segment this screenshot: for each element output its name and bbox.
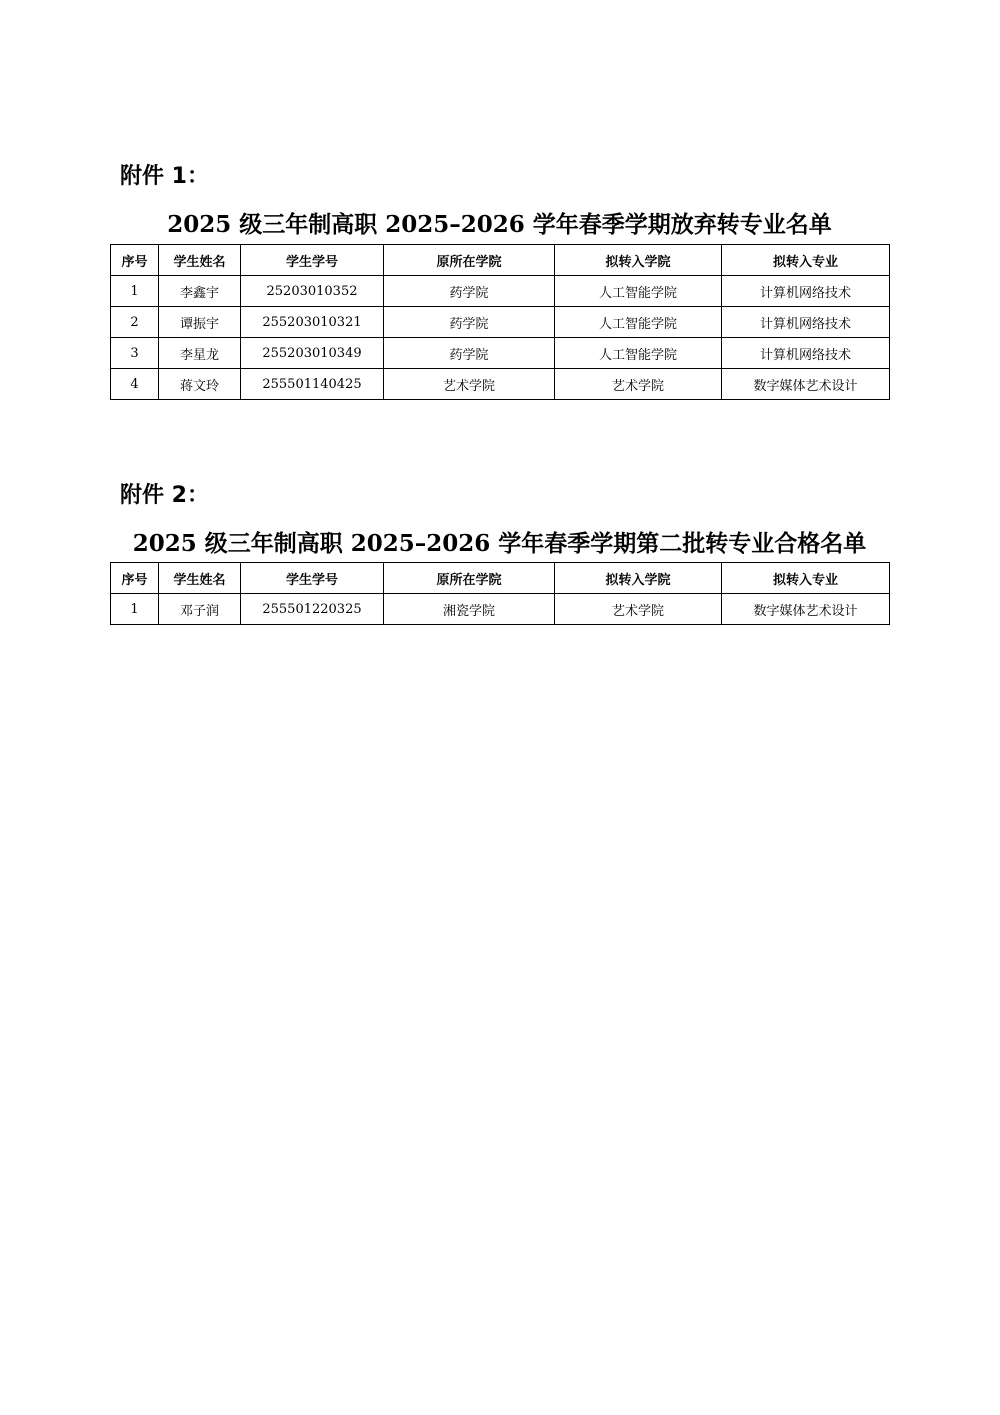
cell-target-college: 艺术学院 — [555, 369, 722, 400]
cell-student-name: 蒋文玲 — [159, 369, 241, 400]
cell-target-college: 艺术学院 — [555, 594, 722, 625]
header-target-major: 拟转入专业 — [722, 563, 890, 594]
header-student-name: 学生姓名 — [159, 563, 241, 594]
cell-target-college: 人工智能学院 — [555, 338, 722, 369]
header-seq: 序号 — [111, 563, 159, 594]
cell-student-id: 255203010349 — [241, 338, 384, 369]
cell-seq: 3 — [111, 338, 159, 369]
cell-student-name: 李星龙 — [159, 338, 241, 369]
cell-seq: 1 — [111, 276, 159, 307]
cell-original-college: 艺术学院 — [384, 369, 555, 400]
cell-student-id: 255203010321 — [241, 307, 384, 338]
attachment-1-label: 附件 1： — [120, 164, 209, 189]
attachment-1-title: 2025 级三年制高职 2025–2026 学年春季学期放弃转专业名单 — [167, 211, 832, 238]
header-seq: 序号 — [111, 245, 159, 276]
cell-original-college: 湘瓷学院 — [384, 594, 555, 625]
header-student-id: 学生学号 — [241, 245, 384, 276]
cell-original-college: 药学院 — [384, 338, 555, 369]
header-student-id: 学生学号 — [241, 563, 384, 594]
cell-seq: 1 — [111, 594, 159, 625]
header-student-name: 学生姓名 — [159, 245, 241, 276]
cell-target-major: 数字媒体艺术设计 — [722, 594, 890, 625]
attachment-2-title: 2025 级三年制高职 2025–2026 学年春季学期第二批转专业合格名单 — [132, 530, 867, 557]
cell-seq: 2 — [111, 307, 159, 338]
attachment-1-table — [110, 244, 890, 400]
table-header-row — [111, 563, 890, 594]
table-header-row — [111, 245, 890, 276]
header-target-college: 拟转入学院 — [555, 245, 722, 276]
cell-student-id: 25203010352 — [241, 276, 384, 307]
cell-student-name: 谭振宇 — [159, 307, 241, 338]
table-row — [111, 307, 890, 338]
table-row — [111, 369, 890, 400]
table-row — [111, 338, 890, 369]
cell-target-major: 数字媒体艺术设计 — [722, 369, 890, 400]
attachment-2-label: 附件 2： — [120, 483, 209, 508]
header-target-major: 拟转入专业 — [722, 245, 890, 276]
cell-target-major: 计算机网络技术 — [722, 307, 890, 338]
table-row — [111, 276, 890, 307]
table-row — [111, 594, 890, 625]
cell-seq: 4 — [111, 369, 159, 400]
cell-target-major: 计算机网络技术 — [722, 276, 890, 307]
cell-target-major: 计算机网络技术 — [722, 338, 890, 369]
cell-target-college: 人工智能学院 — [555, 276, 722, 307]
cell-student-name: 李鑫宇 — [159, 276, 241, 307]
cell-student-id: 255501140425 — [241, 369, 384, 400]
cell-original-college: 药学院 — [384, 307, 555, 338]
cell-student-id: 255501220325 — [241, 594, 384, 625]
header-original-college: 原所在学院 — [384, 245, 555, 276]
cell-student-name: 邓子润 — [159, 594, 241, 625]
header-target-college: 拟转入学院 — [555, 563, 722, 594]
cell-target-college: 人工智能学院 — [555, 307, 722, 338]
header-original-college: 原所在学院 — [384, 563, 555, 594]
cell-original-college: 药学院 — [384, 276, 555, 307]
attachment-2-table — [110, 562, 890, 625]
